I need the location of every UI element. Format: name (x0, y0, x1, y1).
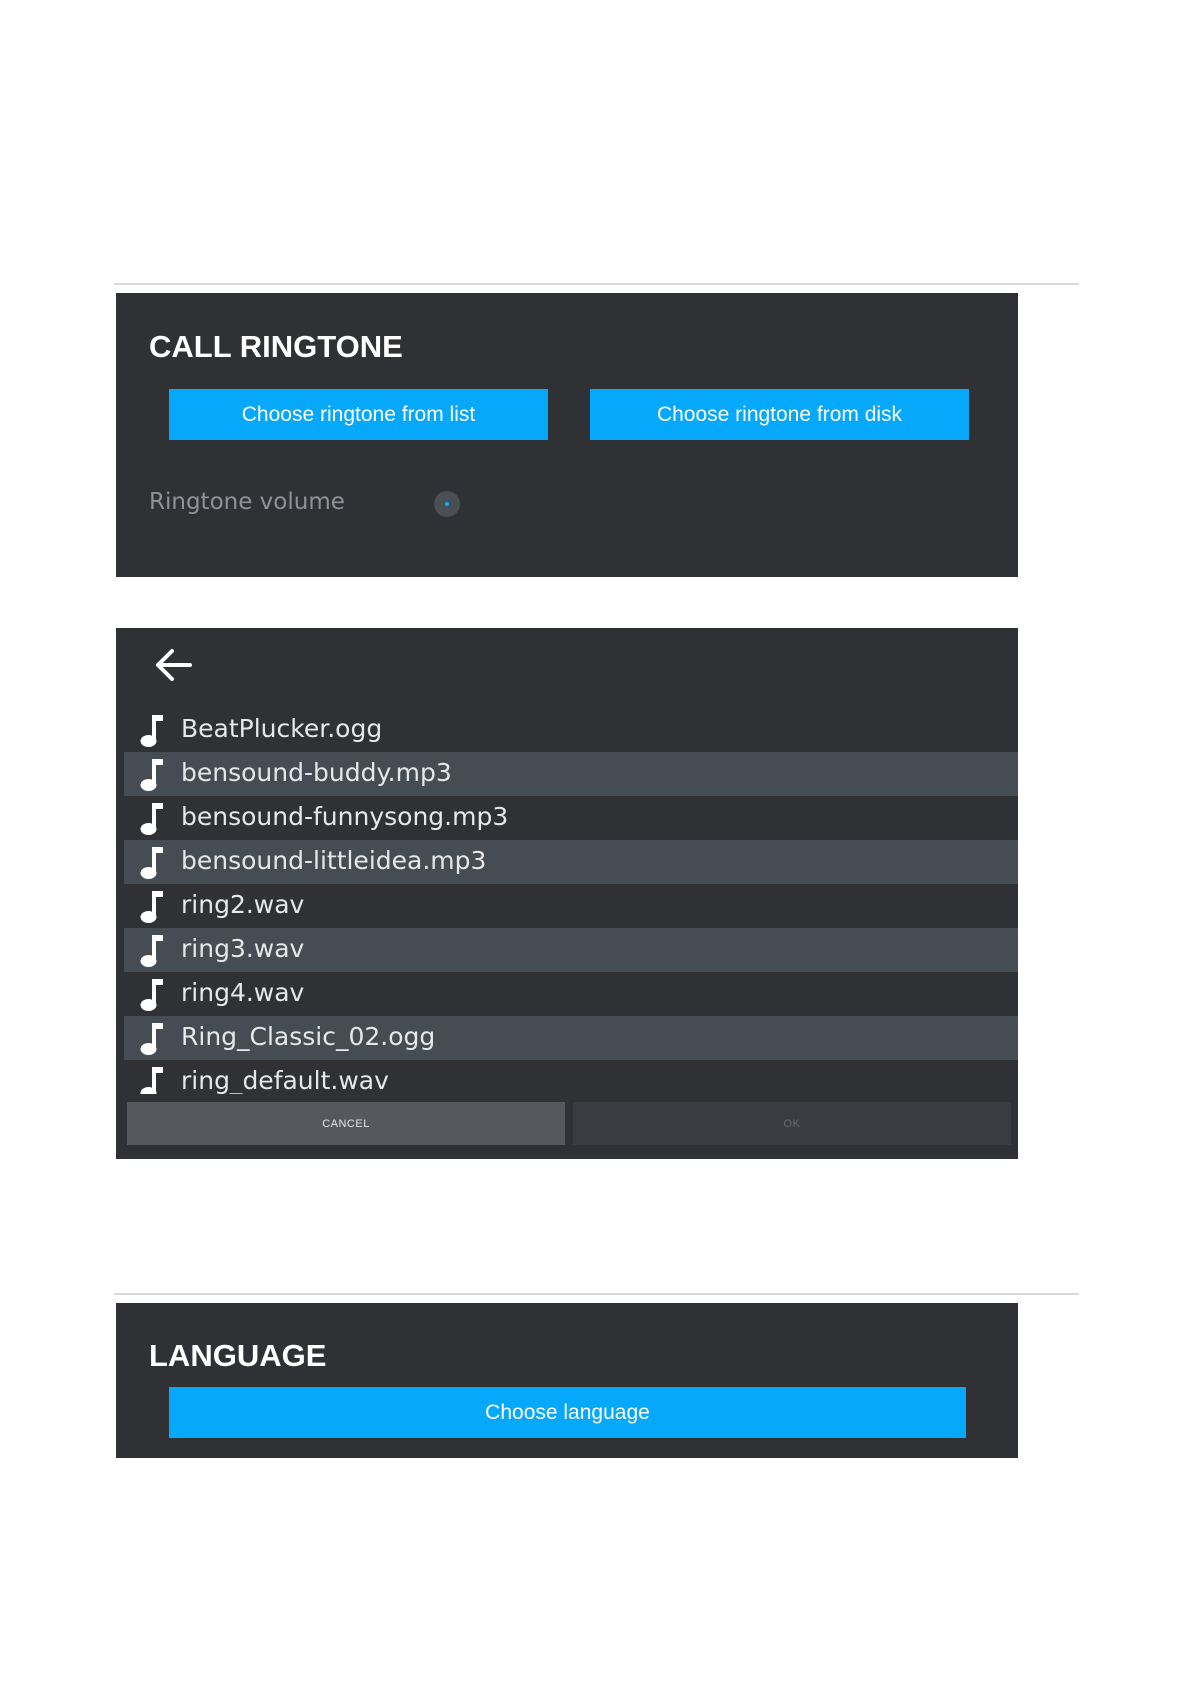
file-list-item[interactable] (124, 1060, 1018, 1094)
choose-language-button[interactable]: Choose language (169, 1387, 966, 1438)
file-name: BeatPlucker.ogg (181, 714, 383, 743)
music-note-icon (139, 1066, 165, 1094)
file-list-item[interactable] (124, 752, 1018, 796)
arrow-left-icon[interactable] (150, 642, 196, 688)
section-divider-top (114, 283, 1079, 285)
file-list-item[interactable] (124, 928, 1018, 972)
choose-ringtone-from-disk-button[interactable]: Choose ringtone from disk (590, 389, 969, 440)
music-note-icon (139, 758, 165, 792)
call-ringtone-title: CALL RINGTONE (149, 329, 403, 364)
music-note-icon (139, 934, 165, 968)
file-list-item[interactable] (124, 884, 1018, 928)
cancel-button[interactable]: CANCEL (127, 1102, 565, 1145)
file-list-item[interactable] (124, 972, 1018, 1016)
music-note-icon (139, 1022, 165, 1056)
music-note-icon (139, 890, 165, 924)
language-panel (116, 1303, 1018, 1458)
music-note-icon (139, 846, 165, 880)
file-name: ring4.wav (181, 978, 305, 1007)
file-name: ring3.wav (181, 934, 305, 963)
ringtone-file-list[interactable] (124, 708, 1018, 1094)
call-ringtone-panel (116, 293, 1018, 577)
ok-button[interactable]: OK (573, 1102, 1011, 1145)
file-name: ring2.wav (181, 890, 305, 919)
ringtone-picker-dialog (116, 628, 1018, 1159)
file-name: Ring_Classic_02.ogg (181, 1022, 436, 1051)
music-note-icon (139, 714, 165, 748)
file-list-item[interactable] (124, 708, 1018, 752)
file-list-item[interactable] (124, 840, 1018, 884)
file-list-item[interactable] (124, 1016, 1018, 1060)
music-note-icon (139, 802, 165, 836)
file-list-item[interactable] (124, 796, 1018, 840)
file-name: bensound-funnysong.mp3 (181, 802, 509, 831)
file-name: ring_default.wav (181, 1066, 389, 1094)
file-name: bensound-buddy.mp3 (181, 758, 452, 787)
ringtone-volume-label: Ringtone volume (149, 489, 345, 515)
music-note-icon (139, 978, 165, 1012)
ringtone-volume-slider[interactable] (434, 491, 460, 517)
section-divider-bottom (114, 1293, 1079, 1295)
language-title: LANGUAGE (149, 1338, 327, 1373)
file-name: bensound-littleidea.mp3 (181, 846, 487, 875)
choose-ringtone-from-list-button[interactable]: Choose ringtone from list (169, 389, 548, 440)
